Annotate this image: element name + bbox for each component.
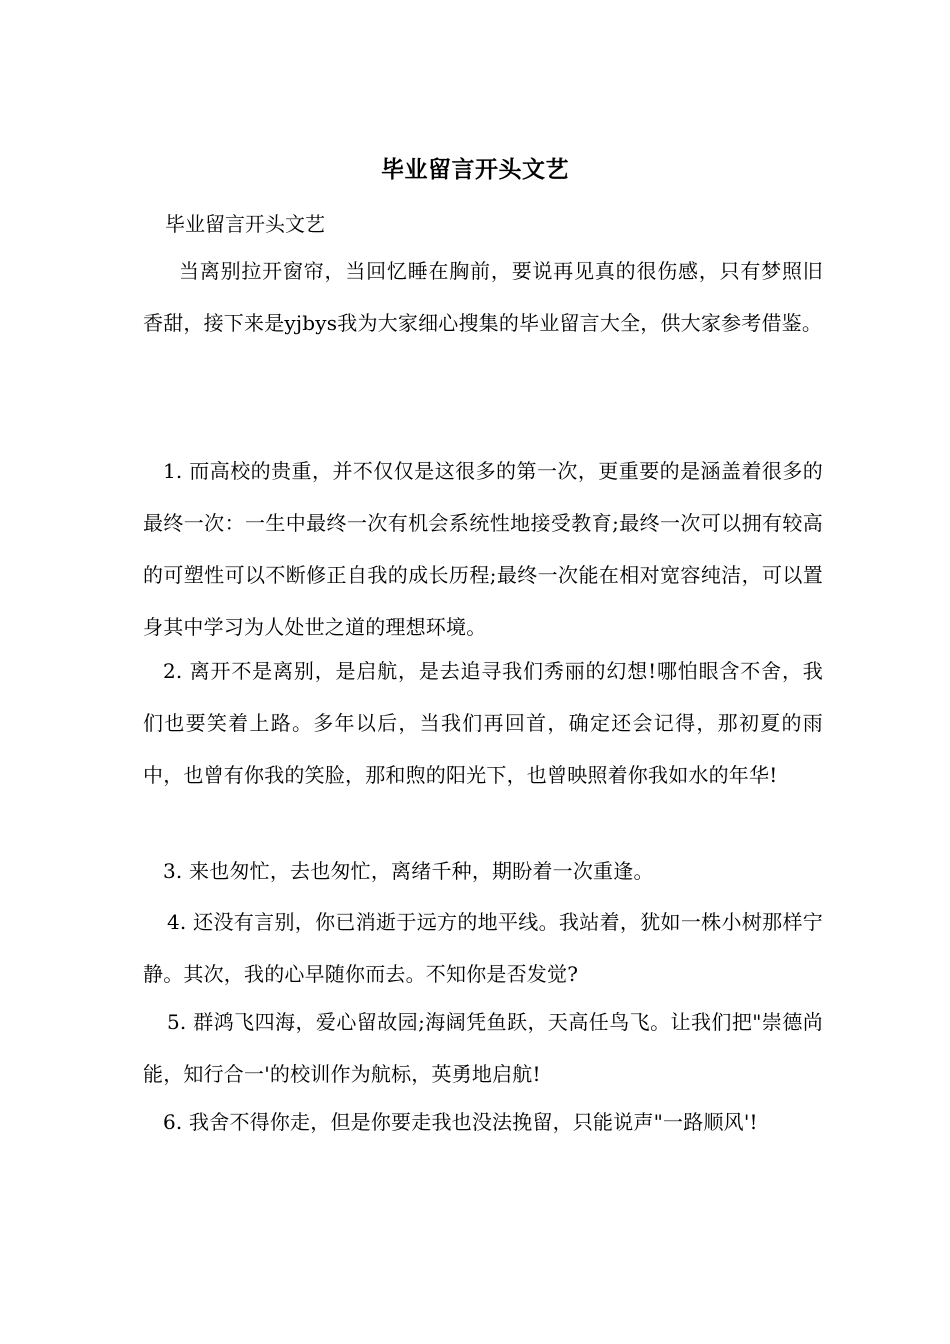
message-item-4: 4. 还没有言别，你已消逝于远方的地平线。我站着，犹如一株小树那样宁静。其次，我的心早随你而去。不知你是否发觉? <box>143 910 823 986</box>
message-item-6: 6. 我舍不得你走，但是你要走我也没法挽留，只能说声"一路顺风'! <box>163 1110 758 1134</box>
message-item-3: 3. 来也匆忙，去也匆忙，离绪千种，期盼着一次重逢。 <box>163 859 654 883</box>
message-item-5: 5. 群鸿飞四海，爱心留故园;海阔凭鱼跃，天高任鸟飞。让我们把"崇德尚能，知行合一'的校训作为航标，英勇地启航! <box>143 1010 823 1086</box>
intro-paragraph: 当离别拉开窗帘，当回忆睡在胸前，要说再见真的很伤感，只有梦照旧香甜，接下来是yjbys我为大家细心搜集的毕业留言大全，供大家参考借鉴。 <box>143 259 823 335</box>
message-item-2: 2. 离开不是离别，是启航，是去追寻我们秀丽的幻想!哪怕眼含不舍，我们也要笑着上路。多年以后，当我们再回首，确定还会记得，那初夏的雨中，也曾有你我的笑脸，那和煦的阳光下，也曾映照着你我如水的年华! <box>143 659 823 787</box>
document-subtitle: 毕业留言开头文艺 <box>165 212 325 236</box>
document-title: 毕业留言开头文艺 <box>381 156 569 183</box>
message-item-1: 1. 而高校的贵重，并不仅仅是这很多的第一次，更重要的是涵盖着很多的最终一次：一生中最终一次有机会系统性地接受教育;最终一次可以拥有较高的可塑性可以不断修正自我的成长历程;最终一次能在相对宽容纯洁，可以置身其中学习为人处世之道的理想环境。 <box>143 459 823 639</box>
